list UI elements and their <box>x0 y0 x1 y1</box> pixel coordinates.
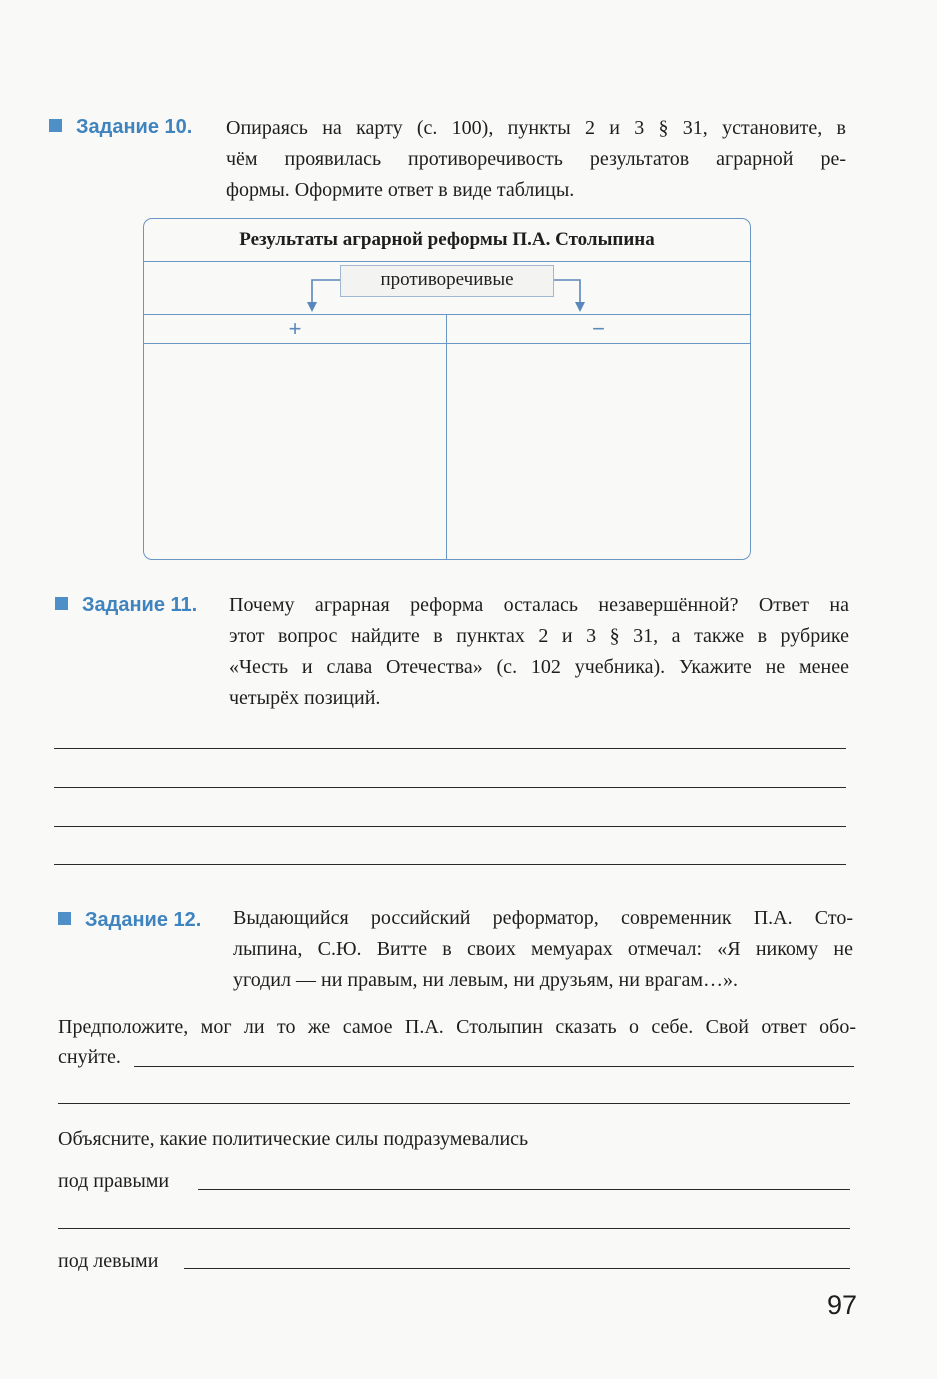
answer-line[interactable] <box>58 1103 850 1104</box>
task12-heading <box>58 909 201 932</box>
answer-line[interactable] <box>134 1066 854 1067</box>
task10-text <box>226 113 846 206</box>
task10-line: Опираясь на карту (с. 100), пункты 2 и 3 § 31, установите, в <box>226 117 846 139</box>
task12-text <box>233 903 853 996</box>
answer-line[interactable] <box>198 1189 850 1190</box>
task10-line: формы. Оформите ответ в виде таблицы. <box>226 179 575 201</box>
answer-line[interactable] <box>184 1268 850 1269</box>
task11-line: «Честь и слава Отечества» (с. 102 учебника). Укажите не менее <box>229 656 849 678</box>
task11-line: четырёх позиций. <box>229 687 381 709</box>
left-forces-label: под левыми <box>58 1250 159 1272</box>
task11-text <box>229 590 849 714</box>
task12-line: Выдающийся российский реформатор, современник П.А. Сто- <box>233 907 853 929</box>
answer-line[interactable] <box>58 1228 850 1229</box>
square-bullet-icon <box>49 119 62 132</box>
contradictory-label: противоречивые <box>340 265 554 297</box>
task12-line: угодил — ни правым, ни левым, ни друзьям, ни врагам…». <box>233 969 738 991</box>
task12-question1-end: снуйте. <box>58 1046 121 1068</box>
task12-label: Задание 12. <box>85 909 202 931</box>
task12-question2: Объясните, какие политические силы подразумевались <box>58 1128 529 1150</box>
square-bullet-icon <box>55 597 68 610</box>
answer-line[interactable] <box>54 864 846 865</box>
minus-column-header: − <box>447 315 750 344</box>
task11-line: этот вопрос найдите в пунктах 2 и 3 § 31, а также в рубрике <box>229 625 849 647</box>
task10-heading <box>49 116 192 139</box>
table-contradictory-row <box>144 262 750 315</box>
task11-heading <box>55 594 197 617</box>
task11-label: Задание 11. <box>82 594 198 616</box>
task12-line: лыпина, С.Ю. Витте в своих мемуарах отмечал: «Я никому не <box>233 938 853 960</box>
square-bullet-icon <box>58 912 71 925</box>
page-number: 97 <box>826 1290 857 1320</box>
plus-column-header: + <box>144 315 447 344</box>
answer-line[interactable] <box>54 787 846 788</box>
task10-label: Задание 10. <box>76 116 193 138</box>
column-divider <box>446 344 447 559</box>
task10-line: чём проявилась противоречивость результатов аграрной ре- <box>226 148 846 170</box>
task12-question1: Предположите, мог ли то же самое П.А. Столыпин сказать о себе. Свой ответ обо- <box>58 1016 856 1038</box>
right-forces-label: под правыми <box>58 1170 170 1192</box>
task11-line: Почему аграрная реформа осталась незавершённой? Ответ на <box>229 594 849 616</box>
table-title: Результаты аграрной реформы П.А. Столыпина <box>144 219 750 262</box>
reform-results-table <box>143 218 751 560</box>
answer-line[interactable] <box>54 748 846 749</box>
answer-line[interactable] <box>54 826 846 827</box>
